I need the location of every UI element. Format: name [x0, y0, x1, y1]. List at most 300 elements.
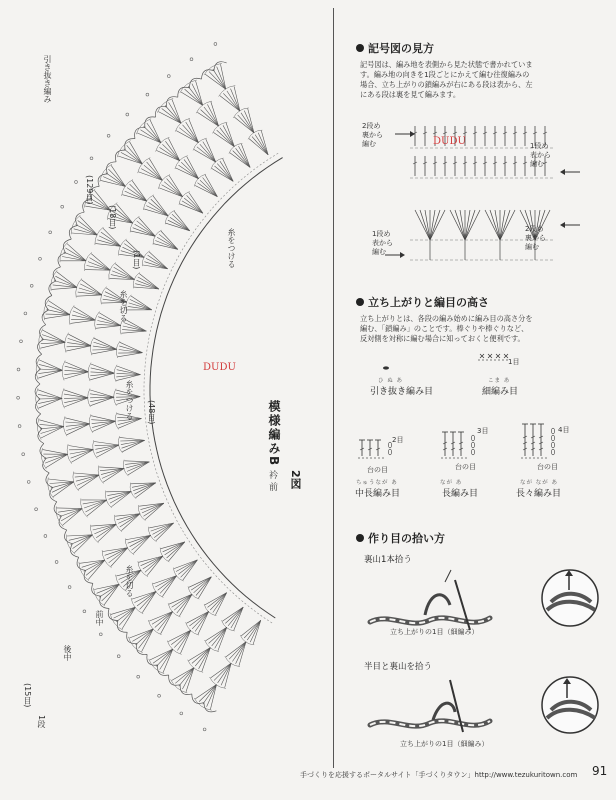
outer-scallop: [115, 150, 125, 162]
figure-note: 衿 前: [267, 470, 277, 491]
stitch-height-diagrams: [350, 350, 610, 490]
method2-title: 半目と裏山を拾う: [364, 662, 433, 672]
row-marker: [61, 205, 64, 208]
fan-stitch: [177, 594, 192, 613]
turning-chain: [551, 428, 554, 434]
fan-stitch: [189, 648, 211, 661]
fan-top: [76, 279, 82, 298]
fan-spoke: [455, 210, 465, 240]
fan-spoke: [500, 210, 510, 240]
fan-stitch: [96, 445, 119, 453]
fan-stitch: [52, 287, 78, 289]
fan-stitch: [71, 450, 94, 459]
fan-stitch: [203, 178, 218, 197]
fan-stitch: [183, 560, 198, 580]
fan-stitch: [212, 627, 227, 646]
fan-stitch: [250, 620, 261, 642]
diag1-left-label: 2段め 裏から 編む: [362, 122, 383, 148]
fan-stitch: [180, 594, 193, 616]
outer-scallop: [54, 502, 61, 516]
fan-stitch: [45, 315, 70, 319]
outer-scallop: [98, 174, 107, 187]
fan-stitch: [199, 685, 216, 702]
fan-stitch: [68, 446, 93, 450]
method1-caption: 立ち上がりの1目（細編み）: [390, 628, 479, 636]
row-marker: [44, 535, 47, 538]
fan-stitch: [49, 479, 75, 482]
diagram-rows: [395, 126, 580, 178]
fan-stitch: [90, 397, 114, 406]
method1-title: 裏山1本拾う: [364, 555, 412, 565]
fan-stitch: [183, 125, 199, 143]
fan-stitch: [215, 627, 227, 648]
fan-stitch: [155, 576, 176, 587]
hook-circle-1: [542, 570, 598, 626]
hook-circle-2: [542, 677, 598, 733]
fan-stitch: [122, 440, 145, 448]
outer-scallop: [214, 62, 227, 71]
row-marker: [68, 586, 71, 589]
fan-stitch: [38, 390, 62, 399]
fan-stitch: [48, 305, 71, 315]
fan-stitch: [127, 188, 147, 202]
fan-stitch: [231, 607, 243, 628]
fan-stitch: [161, 612, 173, 634]
fan-stitch: [152, 612, 173, 625]
fan-stitch: [90, 373, 114, 376]
label-pull-stitch: 引き抜き編み: [43, 55, 52, 103]
fan-stitch: [74, 535, 92, 553]
foundation-chain-2: [370, 680, 490, 732]
fan-top: [73, 472, 79, 491]
label-kaeshi: 糸をつける: [227, 228, 236, 268]
fan-stitch: [161, 231, 178, 249]
row-marker: [167, 75, 170, 78]
count-half-double: 2目: [392, 436, 404, 444]
fan-stitch: [156, 649, 173, 666]
inner-edge: [150, 158, 283, 618]
fan-stitch: [197, 112, 218, 126]
outer-scallop: [69, 226, 77, 240]
fan-stitch: [90, 390, 114, 397]
fan-stitch: [109, 491, 132, 499]
turning-chain: [551, 442, 554, 448]
fan-stitch: [241, 620, 261, 636]
row-marker: [158, 694, 161, 697]
fan-stitch: [87, 500, 107, 516]
chart-title: 模様編みB: [267, 400, 281, 468]
fan-stitch: [213, 593, 227, 613]
fan-stitch: [194, 150, 216, 163]
fan-stitch: [168, 630, 191, 641]
label-rows-129: (129目): [85, 175, 94, 205]
fan-stitch: [247, 620, 261, 640]
fan-stitch: [249, 139, 268, 155]
fan-stitch: [179, 668, 194, 687]
turning-chain: [388, 449, 391, 455]
fan-stitch: [129, 303, 152, 310]
diag1-right-label: 1段め 表から 編む: [530, 142, 551, 168]
fan-stitch: [204, 107, 219, 126]
fan-stitch: [225, 607, 243, 623]
count-treble: 4目: [558, 426, 570, 434]
fan-stitch: [176, 560, 197, 572]
fan-stitch: [176, 131, 198, 143]
stitch-double: 長編み目: [442, 489, 479, 499]
fan-spoke: [465, 210, 475, 240]
fan-stitch: [94, 442, 119, 446]
fan-stitch: [38, 398, 62, 408]
fan-stitch: [194, 577, 212, 593]
fan-stitch: [176, 168, 199, 179]
fan-stitch: [164, 182, 183, 197]
row-marker: [20, 340, 23, 343]
fan-stitch: [187, 611, 209, 623]
fan-stitch: [172, 214, 190, 231]
fan-stitch: [119, 346, 142, 353]
fan-stitch: [101, 232, 121, 246]
fan-stitch: [169, 542, 185, 561]
fan-stitch: [217, 164, 233, 182]
outer-scallop: [46, 473, 53, 488]
stitch-treble: 長々編み目: [516, 489, 562, 499]
fan-stitch: [78, 475, 99, 489]
fan-top: [130, 483, 136, 499]
fan-stitch: [170, 217, 190, 231]
fan-stitch: [166, 223, 190, 231]
fan-stitch: [124, 149, 143, 164]
fan-stitch: [38, 370, 62, 373]
outer-scallop: [40, 444, 46, 459]
fan-stitch: [163, 542, 185, 552]
watermark-right: DUDU: [433, 136, 466, 147]
outer-scallop: [49, 281, 56, 295]
row-marker: [146, 93, 149, 96]
section-title-foundation: 作り目の拾い方: [356, 530, 445, 546]
fan-top: [51, 270, 57, 291]
fan-stitch: [64, 394, 88, 398]
fan-stitch: [255, 135, 268, 155]
diag2-right-label: 2段め 裏から 編む: [525, 225, 546, 251]
fan-stitch: [64, 372, 88, 379]
row-marker: [190, 58, 193, 61]
fan-stitch: [43, 450, 68, 455]
fan-stitch: [94, 342, 117, 349]
fan-stitch: [208, 593, 227, 608]
fan-stitch: [184, 159, 199, 178]
fan-stitch: [157, 237, 178, 249]
fan-stitch: [206, 627, 227, 641]
fan-stitch: [80, 216, 98, 235]
fan-stitch: [102, 584, 120, 601]
fan-stitch: [156, 523, 174, 541]
fan-stitch: [134, 483, 155, 494]
fan-stitch: [98, 524, 117, 542]
fan-stitch: [241, 144, 250, 167]
fan-stitch: [148, 255, 168, 269]
section-title-stitch-height: 立ち上がりと編目の高さ: [356, 294, 489, 310]
fan-stitch: [144, 165, 163, 180]
fan-stitch: [165, 542, 185, 555]
row-marker: [17, 368, 20, 371]
fan-stitch: [138, 277, 159, 289]
outer-scallop: [64, 530, 72, 544]
fan-stitch: [121, 331, 146, 333]
fan-stitch: [169, 594, 192, 604]
fan-stitch: [74, 473, 99, 475]
section-title-symbols: 記号図の見方: [356, 40, 434, 56]
outer-scallop: [108, 609, 118, 621]
fan-stitch: [96, 326, 121, 329]
base-label-2: 台の目: [455, 463, 476, 471]
diag2-left-label: 1段め 表から 編む: [372, 230, 393, 256]
label-rows-48: (48目): [147, 400, 156, 425]
fan-stitch: [239, 146, 251, 167]
fan-top: [138, 505, 145, 521]
fan-stitch: [162, 185, 183, 197]
fan-stitch: [155, 612, 173, 628]
fan-stitch: [244, 620, 261, 638]
row-marker: [99, 633, 102, 636]
label-side2: 後中: [63, 645, 72, 661]
stitch-pull: 引き抜き編み目: [370, 387, 434, 397]
symbol-diagrams: [355, 110, 605, 290]
fan-stitch: [253, 620, 261, 644]
label-kaeshi2: 糸を切る: [119, 290, 128, 322]
fan-stitch: [136, 629, 154, 645]
page-number: 91: [592, 764, 608, 778]
outer-scallop: [127, 632, 137, 643]
fan-stitch: [196, 577, 211, 596]
outer-scallop: [147, 654, 158, 665]
fan-stitch: [64, 372, 88, 375]
fan-stitch: [70, 320, 95, 323]
fan-stitch: [91, 254, 110, 271]
count-single: 1目: [508, 358, 520, 366]
outer-scallop: [135, 128, 145, 139]
fan-stitch: [220, 128, 235, 147]
fan-stitch: [162, 144, 179, 161]
row-marker: [49, 231, 52, 234]
turning-chain: [471, 435, 474, 441]
fan-stitch: [142, 591, 156, 612]
row-marker: [18, 425, 21, 428]
fan-stitch: [143, 556, 163, 569]
ruby-single: こま あ: [488, 378, 511, 384]
label-rows-15: (15目): [23, 683, 32, 708]
fan-stitch: [136, 483, 156, 498]
fan-stitch: [220, 161, 233, 181]
fan-stitch: [187, 195, 203, 213]
section1-text: 記号図は、編み地を表側から見た状態で書かれていま す。編み地の向きを1段ごとにかえて編む往復編みの 場合、立ち上がりの鎖編みが右にある段は表から、左 にある段は裏を見て編みます。: [360, 60, 533, 99]
fan-stitch: [192, 611, 209, 628]
fan-stitch: [141, 169, 162, 181]
slip-stitch-symbol: [383, 366, 389, 369]
fan-stitch: [163, 576, 177, 597]
figure-number: 2図: [289, 470, 302, 489]
turning-chain: [551, 435, 554, 441]
fan-stitch: [184, 198, 203, 213]
base-label-1: 台の目: [367, 466, 388, 474]
fan-stitch: [233, 151, 250, 168]
footer-text[interactable]: 手づくりを応援するポータルサイト「手づくりタウン」http://www.tezukuritown.com: [300, 771, 578, 779]
fan-stitch: [189, 611, 208, 626]
fan-stitch: [206, 139, 216, 162]
label-side1: 前中: [95, 610, 104, 626]
arrow-row2-head: [410, 131, 415, 137]
fan-stitch: [120, 437, 145, 440]
outer-scallop: [35, 399, 40, 414]
row-marker: [83, 610, 86, 613]
turning-chain: [471, 442, 474, 448]
fan-top: [36, 388, 39, 409]
fan-stitch: [195, 648, 210, 667]
fan-stitch: [209, 72, 226, 90]
fan-stitch: [108, 169, 125, 186]
outer-scallop: [77, 557, 86, 570]
row-marker: [17, 396, 20, 399]
outer-scallop: [137, 644, 148, 655]
turning-chain: [551, 449, 554, 455]
stitch-single: 細編み目: [482, 387, 519, 397]
fan-stitch: [181, 560, 198, 577]
outer-scallop: [37, 339, 43, 354]
fan-stitch: [71, 535, 93, 545]
fan-stitch: [179, 165, 199, 179]
outer-scallop: [36, 354, 42, 369]
fan-stitch: [210, 593, 227, 610]
fan-stitch: [90, 394, 114, 397]
chart-marks: [17, 43, 283, 731]
fan-stitch: [119, 607, 135, 625]
label-kaeshi3: 糸をつける: [125, 380, 134, 420]
outer-scallop: [38, 429, 44, 444]
label-start: 1段: [37, 715, 46, 729]
fan-stitch: [203, 685, 217, 705]
fan-stitch: [188, 86, 203, 105]
fan-stitch: [149, 159, 162, 181]
outer-scallop: [92, 583, 101, 596]
fan-stitch: [174, 560, 197, 569]
outer-scallop: [158, 665, 169, 675]
fan-stitch: [78, 221, 98, 236]
row-marker: [75, 181, 78, 184]
foundation-chain-1: [370, 570, 490, 630]
fan-spoke: [490, 210, 500, 240]
row-marker: [27, 481, 30, 484]
fan-stitch: [64, 390, 88, 398]
fan-top: [69, 305, 74, 324]
outer-scallop: [166, 97, 177, 107]
fan-stitch: [258, 133, 268, 155]
fan-stitch: [159, 188, 183, 197]
outer-scallop: [145, 117, 156, 128]
row-marker: [214, 43, 217, 46]
fan-top: [123, 460, 128, 476]
outer-scallop: [36, 414, 42, 429]
outer-scallop: [180, 685, 192, 695]
row-marker: [107, 134, 110, 137]
fan-spoke: [420, 210, 430, 240]
fan-stitch: [99, 467, 124, 469]
fan-stitch: [137, 591, 156, 606]
row-marker: [180, 712, 183, 715]
base-label-3: 台の目: [537, 463, 558, 471]
fan-stitch: [186, 122, 199, 143]
outer-scallop: [58, 253, 66, 267]
fan-stitch: [178, 560, 197, 575]
fan-stitch: [215, 166, 234, 181]
fan-stitch: [236, 148, 251, 167]
fan-stitch: [174, 594, 192, 610]
ruby-half-double: ちゅうなが あ: [356, 480, 398, 486]
outer-scallop: [76, 212, 85, 225]
fan-stitch: [182, 201, 203, 213]
outer-scallop: [84, 570, 93, 583]
fan-stitch: [226, 642, 246, 657]
row-marker: [39, 257, 42, 260]
fan-top: [98, 466, 103, 484]
row-marker: [30, 284, 33, 287]
method2-caption: 立ち上がりの1目（細編み）: [400, 740, 489, 748]
fan-stitch: [73, 311, 96, 320]
outer-scallop: [155, 107, 166, 118]
fan-stitch: [153, 523, 174, 534]
fan-stitch: [38, 394, 62, 398]
fan-stitch: [198, 183, 218, 197]
fan-stitch: [223, 125, 234, 146]
fan-stitch: [57, 272, 77, 288]
fan-stitch: [90, 373, 114, 380]
row-marker: [24, 312, 27, 315]
ruby-treble: なが なが あ: [520, 480, 558, 486]
fan-stitch: [106, 173, 126, 187]
fan-stitch: [137, 221, 156, 237]
fan-stitch: [153, 196, 168, 216]
fan-stitch: [111, 491, 131, 506]
stitch-half-double: 中長編み目: [355, 489, 401, 499]
label-rows-18: (18目): [108, 205, 117, 230]
fan-stitch: [112, 271, 134, 280]
label-rows-1: (1目): [132, 250, 141, 270]
fan-top: [101, 287, 107, 305]
fan-stitch: [187, 157, 199, 179]
fan-stitch: [227, 91, 240, 111]
fan-stitch: [168, 138, 179, 161]
fan-stitch: [195, 611, 209, 631]
row-marker: [203, 728, 206, 731]
ruby-pull: ひ ぬ あ: [378, 378, 403, 384]
fan-stitch: [218, 627, 227, 651]
row-marker: [55, 561, 58, 564]
row-marker: [126, 113, 129, 116]
fan-stitch: [200, 180, 217, 197]
fan-stitch: [234, 117, 254, 133]
count-double: 3目: [477, 427, 489, 435]
foundation-diagrams: [355, 560, 615, 760]
outer-scallop: [204, 703, 217, 712]
fan-stitch: [135, 224, 156, 236]
fan-stitch: [203, 142, 216, 163]
fan-stitch: [84, 500, 107, 508]
fan-stitch: [158, 576, 177, 591]
fan-stitch: [200, 144, 216, 162]
row-marker: [137, 675, 140, 678]
row-marker: [90, 157, 93, 160]
fan-stitch: [214, 133, 235, 147]
foundation-chain: [144, 152, 280, 623]
fan-stitch: [191, 577, 211, 590]
